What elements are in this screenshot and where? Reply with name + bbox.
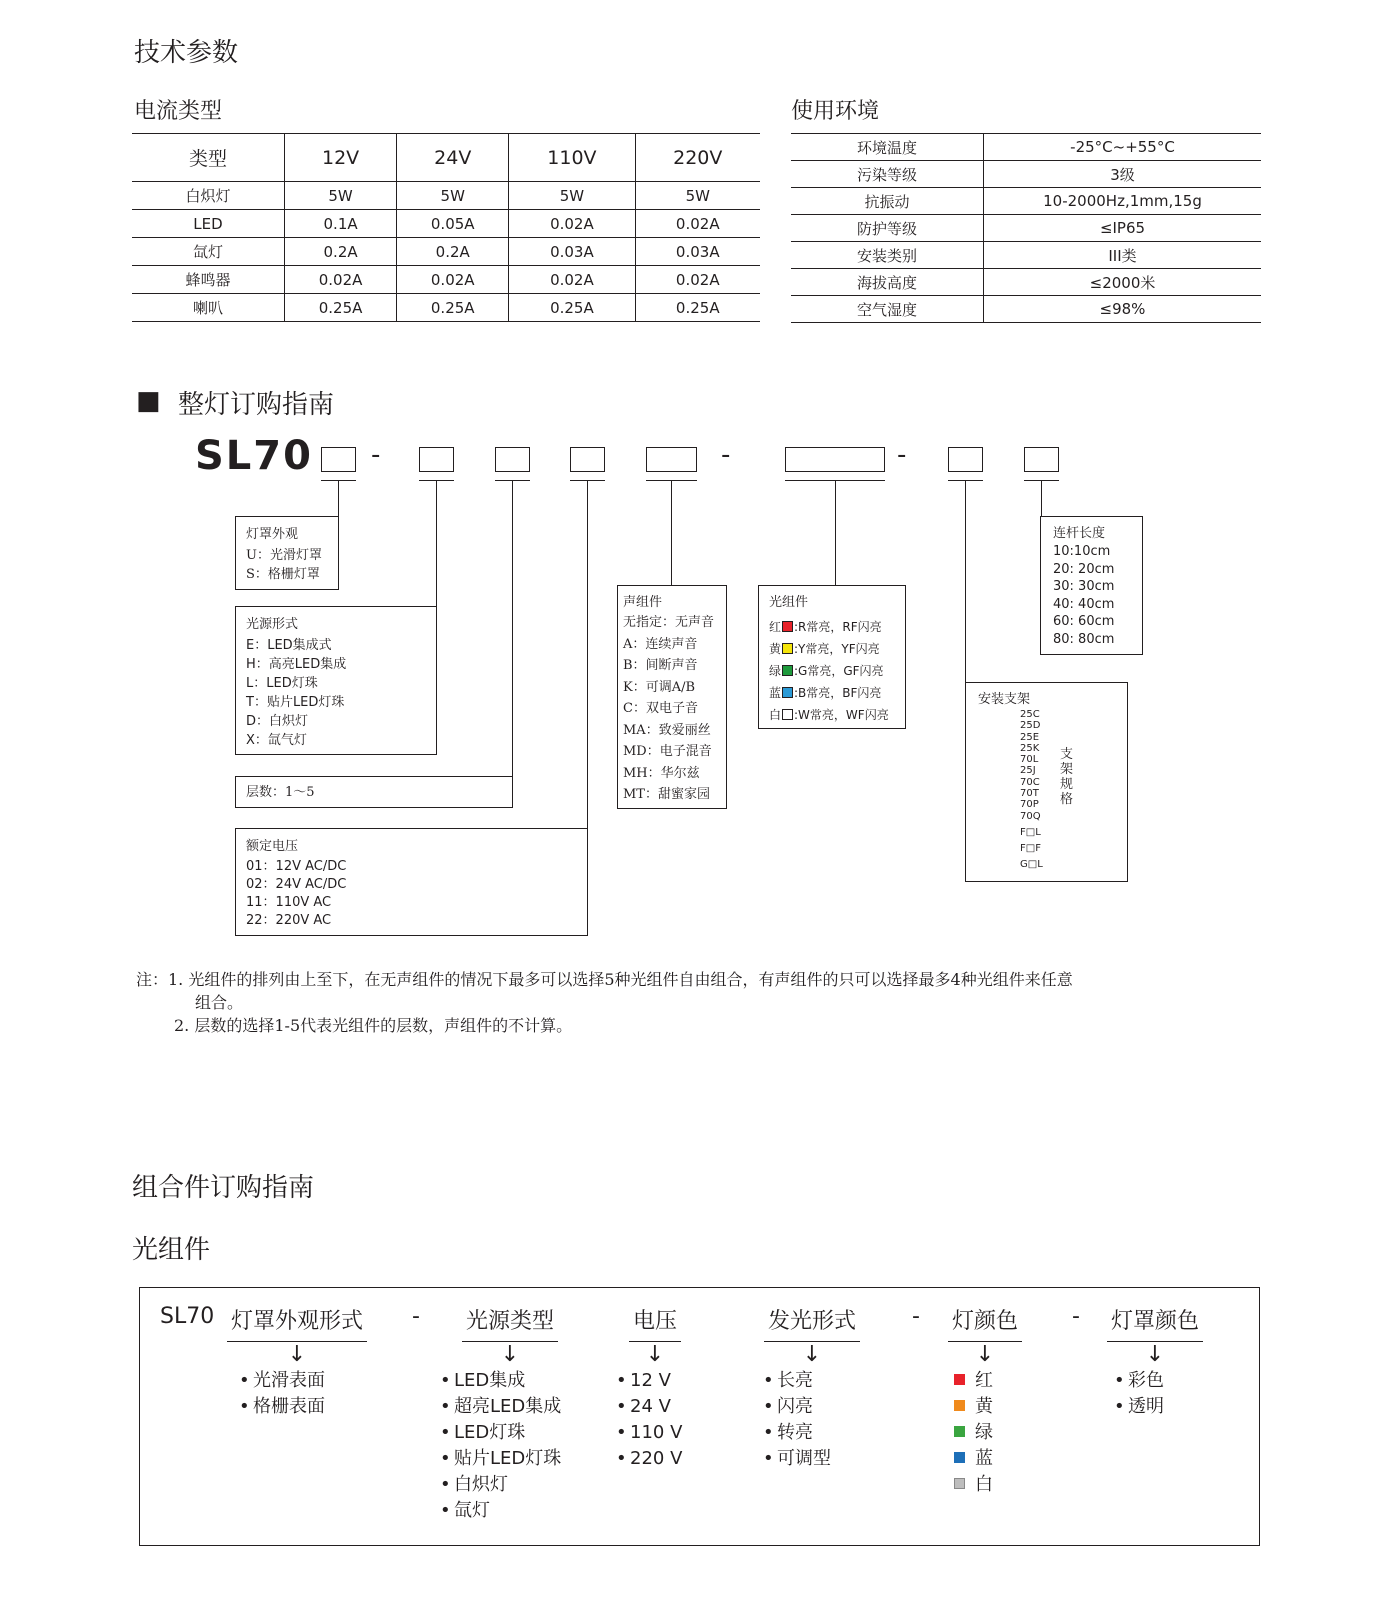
current-table-title: 电流类型 — [134, 99, 223, 124]
table-row — [132, 266, 760, 294]
list-item: • 闪亮 — [763, 1394, 867, 1420]
blue-swatch-icon — [782, 687, 793, 698]
list-item: • 白炽灯 — [440, 1472, 580, 1498]
connector-line — [1041, 480, 1042, 517]
table-row — [132, 238, 760, 266]
table-cell: ≤2000米 — [984, 269, 1262, 296]
table-cell: 氙灯 — [132, 238, 285, 266]
table-cell: 空气湿度 — [791, 296, 984, 323]
list-item: 70Q — [1020, 810, 1041, 822]
list-item — [769, 704, 895, 726]
combo-dash: - — [412, 1304, 420, 1329]
list-item: 20: 20cm — [1053, 561, 1115, 577]
list-item: 绿 — [954, 1420, 1030, 1446]
code-box-sound — [646, 447, 697, 472]
box-title: 连杆长度 — [1053, 526, 1106, 541]
code-dash: - — [721, 440, 731, 470]
order-guide-title: 整灯订购指南 — [178, 390, 335, 420]
list-item: • 格栅表面 — [239, 1394, 367, 1420]
table-cell: 0.03A — [635, 238, 760, 266]
connector-line — [965, 480, 966, 682]
bullet-icon: • — [239, 1396, 250, 1417]
combo-subtitle: 光组件 — [132, 1235, 211, 1265]
bullet-icon: • — [440, 1474, 451, 1495]
table-cell: 0.02A — [635, 266, 760, 294]
table-cell: 0.02A — [635, 210, 760, 238]
table-cell: 0.02A — [397, 266, 509, 294]
light-mode-text: :G常亮，GF闪亮 — [794, 664, 884, 678]
list-item: 红 — [954, 1368, 1030, 1394]
code-box-pole — [1024, 447, 1059, 472]
bullet-icon: • — [440, 1370, 451, 1391]
table-cell: 0.02A — [285, 266, 397, 294]
connector-line — [835, 480, 836, 586]
table-cell: ≤98% — [984, 296, 1262, 323]
list-item: 70P — [1020, 799, 1039, 811]
table-cell: 环境温度 — [791, 134, 984, 161]
table-cell: 白炽灯 — [132, 182, 285, 210]
table-header-cell: 12V — [285, 134, 397, 182]
list-item: 01：12V AC/DC — [246, 859, 347, 874]
list-item: F□F — [1020, 843, 1041, 854]
code-dash: - — [897, 440, 907, 470]
list-item: • 可调型 — [763, 1446, 867, 1472]
box-title: 安装支架 — [978, 692, 1031, 707]
list-item: 70T — [1020, 788, 1039, 800]
section-title: 技术参数 — [134, 38, 239, 68]
bullet-icon: • — [440, 1448, 451, 1469]
list-item: K：可调A/B — [623, 679, 696, 695]
list-item: X：氙气灯 — [246, 733, 307, 748]
table-cell: 喇叭 — [132, 294, 285, 322]
list-item: L：LED灯珠 — [246, 676, 318, 691]
connector-line — [338, 480, 339, 517]
table-row — [132, 182, 760, 210]
table-cell: 0.25A — [397, 294, 509, 322]
list-item: S：格栅灯罩 — [246, 567, 320, 582]
table-cell: 0.25A — [635, 294, 760, 322]
list-item: A：连续声音 — [623, 636, 698, 652]
table-cell: 0.2A — [285, 238, 397, 266]
list-item: 40: 40cm — [1053, 596, 1115, 612]
bracket-spec-label: 支架规格 — [1060, 747, 1074, 807]
table-cell: 0.03A — [509, 238, 635, 266]
list-item: • LED集成 — [440, 1368, 580, 1394]
light-mode-text: :B常亮，BF闪亮 — [794, 686, 882, 700]
table-cell: 10-2000Hz,1mm,15g — [984, 188, 1262, 215]
list-item: 25C — [1020, 709, 1040, 720]
table-cell: 0.25A — [285, 294, 397, 322]
down-arrow-icon: ↓ — [287, 1342, 307, 1367]
table-row — [791, 161, 1261, 188]
box-title: 光组件 — [769, 595, 809, 610]
table-cell: 0.2A — [397, 238, 509, 266]
environment-table-title: 使用环境 — [791, 99, 880, 124]
box-title: 灯罩外观 — [246, 527, 299, 542]
list-item: 白 — [954, 1472, 1030, 1498]
list-item: • 转亮 — [763, 1420, 867, 1446]
table-cell: 安装类别 — [791, 242, 984, 269]
list-item: • 光滑表面 — [239, 1368, 367, 1394]
pole-option-box — [1040, 516, 1143, 655]
connector-line — [512, 480, 513, 777]
list-item: • 彩色 — [1114, 1368, 1210, 1394]
list-item: 02：24V AC/DC — [246, 877, 347, 892]
table-cell: ≤IP65 — [984, 215, 1262, 242]
list-item: U：光滑灯罩 — [246, 548, 322, 563]
current-table — [132, 133, 760, 322]
list-item: 25D — [1020, 720, 1041, 732]
bullet-icon: • — [616, 1396, 627, 1417]
code-box-voltage — [570, 447, 605, 472]
list-item: MH：华尔兹 — [623, 765, 700, 781]
table-cell: 0.02A — [509, 210, 635, 238]
combo-col-source — [440, 1304, 580, 1524]
list-item — [769, 682, 895, 704]
light-option-box — [758, 585, 906, 729]
list-item: • 长亮 — [763, 1368, 867, 1394]
white-swatch-icon — [782, 709, 793, 720]
model-code: SL70 — [195, 433, 313, 479]
down-arrow-icon: ↓ — [975, 1342, 995, 1367]
combo-model: SL70 — [160, 1304, 215, 1329]
table-row — [791, 188, 1261, 215]
list-item: • 超亮LED集成 — [440, 1394, 580, 1420]
table-cell: 5W — [509, 182, 635, 210]
list-item: 无指定：无声音 — [623, 615, 715, 630]
list-item: • 12 V — [616, 1368, 700, 1394]
list-item: 25E — [1020, 731, 1040, 743]
combo-col-color — [940, 1304, 1030, 1498]
col-title: 灯罩颜色 — [1107, 1304, 1203, 1342]
table-row — [791, 215, 1261, 242]
bullet-icon: • — [763, 1396, 774, 1417]
layers-text: 层数：1～5 — [246, 785, 315, 800]
list-item: D：白炽灯 — [246, 714, 309, 729]
red-swatch-icon — [782, 621, 793, 632]
combo-guide-title: 组合件订购指南 — [132, 1173, 315, 1203]
table-cell: -25°C~+55°C — [984, 134, 1262, 161]
bullet-icon: • — [763, 1370, 774, 1391]
table-cell: LED — [132, 210, 285, 238]
list-item: MT：甜蜜家园 — [623, 787, 710, 802]
source-option-box — [235, 606, 437, 755]
list-item: • 氙灯 — [440, 1498, 580, 1524]
bullet-icon: • — [616, 1422, 627, 1443]
box-title: 光源形式 — [246, 617, 299, 632]
list-item: 70L — [1020, 754, 1039, 766]
combo-col-voltage — [610, 1304, 700, 1472]
box-title: 额定电压 — [246, 839, 299, 854]
table-cell: 5W — [635, 182, 760, 210]
table-row — [791, 134, 1261, 161]
bullet-icon: • — [616, 1370, 627, 1391]
code-box-light — [785, 447, 885, 472]
code-box-layers — [495, 447, 530, 472]
light-mode-text: :R常亮，RF闪亮 — [794, 620, 882, 634]
green-swatch-icon — [782, 665, 793, 676]
connector-line — [671, 480, 672, 586]
bullet-icon: • — [239, 1370, 250, 1391]
color-name: 黄 — [769, 642, 782, 656]
table-cell: 0.25A — [509, 294, 635, 322]
list-item: 70C — [1020, 776, 1040, 788]
list-item: • 220 V — [616, 1446, 700, 1472]
note-2: 2. 层数的选择1-5代表光组件的层数，声组件的不计算。 — [174, 1016, 573, 1035]
combo-col-lens — [1100, 1304, 1210, 1420]
table-cell: 抗振动 — [791, 188, 984, 215]
down-arrow-icon: ↓ — [500, 1342, 520, 1367]
list-item — [769, 616, 895, 638]
col-title: 发光形式 — [764, 1304, 860, 1342]
bullet-icon: • — [440, 1396, 451, 1417]
box-title: 声组件 — [623, 595, 663, 610]
combo-col-cover — [227, 1304, 367, 1420]
list-item: 11：110V AC — [246, 895, 332, 910]
list-item: T：贴片LED灯珠 — [246, 695, 345, 710]
table-cell: 3级 — [984, 161, 1262, 188]
list-item: MD：电子混音 — [623, 744, 712, 759]
list-item: 60: 60cm — [1053, 614, 1115, 629]
color-name: 蓝 — [769, 686, 782, 700]
list-item: 30: 30cm — [1053, 579, 1115, 594]
connector-line — [587, 480, 588, 829]
code-box-cover — [321, 447, 356, 472]
blue-swatch-icon — [954, 1452, 965, 1463]
table-row — [132, 210, 760, 238]
table-row — [791, 296, 1261, 323]
table-row — [132, 294, 760, 322]
yellow-swatch-icon — [782, 643, 793, 654]
color-name: 绿 — [769, 664, 782, 678]
list-item: E：LED集成式 — [246, 638, 332, 653]
sound-option-box — [617, 585, 727, 809]
orange-swatch-icon — [954, 1400, 965, 1411]
red-swatch-icon — [954, 1374, 965, 1385]
list-item: • 透明 — [1114, 1394, 1210, 1420]
list-item — [769, 638, 895, 660]
table-cell: 污染等级 — [791, 161, 984, 188]
list-item: 黄 — [954, 1394, 1030, 1420]
down-arrow-icon: ↓ — [1145, 1342, 1165, 1367]
table-header-cell: 110V — [509, 134, 635, 182]
combo-col-mode — [757, 1304, 867, 1472]
table-header-cell: 24V — [397, 134, 509, 182]
col-title: 灯颜色 — [948, 1304, 1022, 1342]
col-title: 灯罩外观形式 — [227, 1304, 367, 1342]
table-header-row — [132, 134, 760, 182]
list-item: 25J — [1020, 765, 1036, 777]
list-item: 80: 80cm — [1053, 631, 1115, 647]
table-cell: 防护等级 — [791, 215, 984, 242]
table-cell: III类 — [984, 242, 1262, 269]
code-box-source — [419, 447, 454, 472]
table-header-cell: 220V — [635, 134, 760, 182]
col-title: 电压 — [629, 1304, 681, 1342]
combo-dash: - — [912, 1304, 920, 1329]
bullet-icon: • — [616, 1448, 627, 1469]
voltage-option-box — [235, 828, 588, 936]
square-bullet-icon: ■ — [136, 386, 161, 416]
col-title: 光源类型 — [462, 1304, 558, 1342]
down-arrow-icon: ↓ — [802, 1342, 822, 1367]
table-header-cell: 类型 — [132, 134, 285, 182]
table-cell: 蜂鸣器 — [132, 266, 285, 294]
list-item: B：间断声音 — [623, 658, 698, 673]
light-mode-text: :W常亮，WF闪亮 — [794, 708, 889, 722]
code-box-bracket — [948, 447, 983, 472]
list-item: C：双电子音 — [623, 701, 698, 716]
cover-option-box — [235, 516, 339, 590]
layers-option-box — [235, 776, 513, 808]
connector-line — [436, 480, 437, 607]
green-swatch-icon — [954, 1426, 965, 1437]
bullet-icon: • — [1114, 1396, 1125, 1417]
bracket-code-list — [1020, 709, 1041, 822]
light-mode-text: :Y常亮，YF闪亮 — [794, 642, 880, 656]
list-item: G□L — [1020, 859, 1043, 870]
table-cell: 5W — [397, 182, 509, 210]
list-item: • 24 V — [616, 1394, 700, 1420]
list-item: • LED灯珠 — [440, 1420, 580, 1446]
list-item: • 贴片LED灯珠 — [440, 1446, 580, 1472]
bracket-extra-list — [1020, 825, 1043, 873]
color-name: 红 — [769, 620, 782, 634]
list-item: 10:10cm — [1053, 544, 1111, 559]
down-arrow-icon: ↓ — [645, 1342, 665, 1367]
table-cell: 0.05A — [397, 210, 509, 238]
list-item: 蓝 — [954, 1446, 1030, 1472]
bracket-option-box — [965, 682, 1128, 882]
list-item: MA：致爱丽丝 — [623, 722, 711, 738]
code-dash: - — [371, 440, 381, 470]
list-item: • 110 V — [616, 1420, 700, 1446]
table-cell: 0.1A — [285, 210, 397, 238]
table-row — [791, 269, 1261, 296]
bullet-icon: • — [440, 1422, 451, 1443]
list-item — [769, 660, 895, 682]
color-name: 白 — [769, 708, 782, 722]
table-row — [791, 242, 1261, 269]
bullet-icon: • — [440, 1500, 451, 1521]
list-item: F□L — [1020, 827, 1041, 838]
combo-diagram — [139, 1287, 1260, 1546]
list-item: H：高亮LED集成 — [246, 657, 347, 672]
list-item: 22：220V AC — [246, 913, 332, 928]
environment-table — [791, 133, 1261, 323]
combo-dash: - — [1072, 1304, 1080, 1329]
table-cell: 0.02A — [509, 266, 635, 294]
table-cell: 5W — [285, 182, 397, 210]
bullet-icon: • — [1114, 1370, 1125, 1391]
note-1: 注：1. 光组件的排列由上至下，在无声组件的情况下最多可以选择5种光组件自由组合，有声组件的只可以选择最多4种光组件来任意 — [136, 970, 1073, 989]
list-item: 25K — [1020, 742, 1040, 754]
table-cell: 海拔高度 — [791, 269, 984, 296]
bullet-icon: • — [763, 1422, 774, 1443]
note-1-continued: 组合。 — [195, 993, 244, 1012]
white-swatch-icon — [954, 1478, 965, 1489]
bullet-icon: • — [763, 1448, 774, 1469]
